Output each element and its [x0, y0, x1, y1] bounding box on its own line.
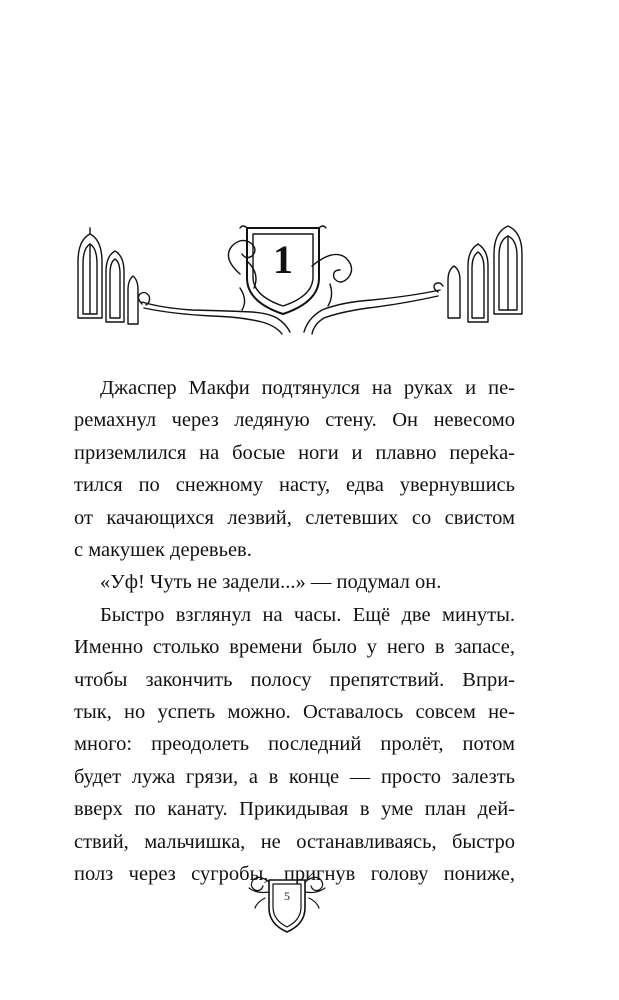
- text-line: «Уф! Чуть не задели...» — подумал он.: [100, 571, 442, 594]
- right-gothic-window-small: [448, 266, 460, 318]
- text-line: от качающихся лезвий, слетевших со свистом: [74, 506, 515, 529]
- text-line: вверх по канату. Прикидывая в уме план дей-: [74, 798, 515, 821]
- text-line: приземлился на босые ноги и плавно переka-: [74, 441, 515, 464]
- text-line: ремахнул через ледяную стену. Он невесомо: [74, 409, 515, 432]
- text-line: полз через сугробы, пригнув голову пониже,: [74, 863, 515, 886]
- text-line: Именно столько времени было у него в запасе,: [74, 636, 515, 659]
- left-gothic-window-medium: [106, 251, 124, 322]
- text-line: с макушек деревьев.: [74, 539, 252, 562]
- left-gothic-window-small: [128, 276, 138, 324]
- text-line: будет лужа грязи, а в конце — просто залезть: [74, 765, 515, 788]
- paragraph-3: [74, 599, 515, 891]
- body-text: [74, 372, 515, 891]
- paragraph-1: [74, 372, 515, 566]
- text-line: чтобы закончить полосу препятствий. Впри-: [74, 668, 515, 691]
- left-gothic-window-large: [78, 228, 102, 318]
- text-line: ствий, мальчишка, не останавливаясь, быстро: [74, 830, 515, 853]
- text-line: много: преодолеть последний пролёт, потом: [74, 733, 515, 756]
- text-line: тык, но успеть можно. Оставалось совсем не-: [74, 701, 515, 724]
- chapter-number: 1: [273, 237, 293, 282]
- right-gothic-window-medium: [468, 244, 488, 322]
- page-number: 5: [284, 889, 290, 903]
- page-number-ornament: [243, 868, 331, 940]
- text-line: тился по снежному насту, едва увернувшись: [74, 474, 515, 497]
- right-gothic-window-large: [494, 226, 522, 314]
- paragraph-2: [74, 566, 515, 598]
- text-line: Быстро взглянул на часы. Ещё две минуты.: [100, 603, 515, 626]
- left-tentacle-flourish: [228, 240, 256, 310]
- text-line: Джаспер Макфи подтянулся на руках и пе-: [100, 377, 515, 399]
